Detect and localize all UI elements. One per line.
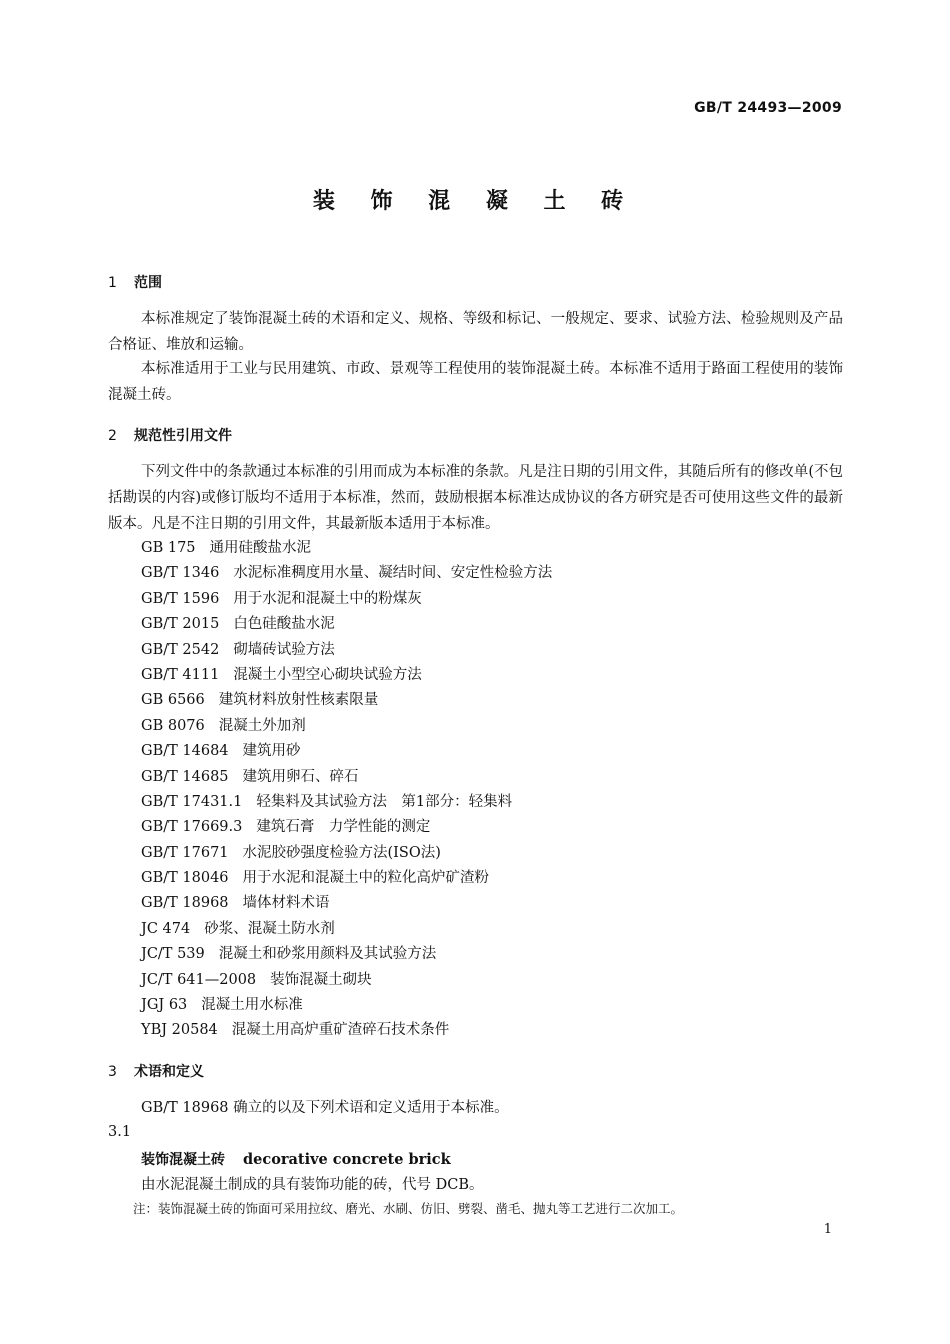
reference-title: 白色硅酸盐水泥 [233, 616, 335, 633]
reference-item [141, 841, 552, 866]
reference-item [141, 815, 552, 840]
section-3-title: 术语和定义 [134, 1064, 204, 1080]
reference-item [141, 587, 552, 612]
reference-title: 用于水泥和混凝土中的粉煤灰 [233, 590, 422, 607]
reference-item [141, 688, 552, 713]
section-2-paragraph: 下列文件中的条款通过本标准的引用而成为本标准的条款。凡是注日期的引用文件，其随后所有的修改单(不包括勘误的内容)或修订版均不适用于本标准，然而，鼓励根据本标准达成协议的各方研究是否可使用这些文件的最新版本。凡是不注日期的引用文件，其最新版本适用于本标准。 [108, 464, 843, 532]
reference-title: 装饰混凝土砌块 [270, 971, 372, 988]
reference-code: GB/T 14684 [141, 743, 229, 760]
reference-title: 混凝土和砂浆用颜料及其试验方法 [218, 946, 437, 963]
section-1-number: 1 [108, 275, 117, 291]
reference-code: GB 8076 [141, 717, 205, 734]
reference-item [141, 968, 552, 993]
section-2-title: 规范性引用文件 [134, 428, 232, 444]
reference-title: 建筑用砂 [242, 743, 301, 760]
reference-item [141, 866, 552, 891]
section-3-number: 3 [108, 1064, 117, 1080]
reference-item [141, 536, 552, 561]
reference-item [141, 663, 552, 688]
reference-item [141, 612, 552, 637]
section-3-intro: GB/T 18968 确立的以及下列术语和定义适用于本标准。 [141, 1100, 509, 1116]
reference-code: GB/T 4111 [141, 666, 220, 683]
term-definition: 由水泥混凝土制成的具有装饰功能的砖，代号 DCB。 [141, 1177, 484, 1193]
reference-code: GB/T 1596 [141, 590, 220, 607]
reference-item [141, 765, 552, 790]
reference-code: GB/T 2015 [141, 616, 220, 633]
section-1-paragraph-1: 本标准规定了装饰混凝土砖的术语和定义、规格、等级和标记、一般规定、要求、试验方法、检验规则及产品合格证、堆放和运输。 [108, 311, 843, 353]
reference-title: 混凝土外加剂 [218, 717, 306, 734]
reference-code: GB/T 18046 [141, 870, 229, 887]
term-note: 注：装饰混凝土砖的饰面可采用拉纹、磨光、水刷、仿旧、劈裂、凿毛、抛丸等工艺进行二次加工。 [133, 1201, 684, 1216]
reference-item [141, 917, 552, 942]
reference-code: JGJ 63 [141, 997, 188, 1014]
reference-item [141, 1018, 552, 1043]
reference-code: GB/T 17669.3 [141, 819, 243, 836]
reference-code: GB/T 2542 [141, 641, 220, 658]
reference-item [141, 790, 552, 815]
reference-title: 混凝土小型空心砌块试验方法 [233, 666, 422, 683]
reference-code: GB/T 14685 [141, 768, 229, 785]
term-chinese: 装饰混凝土砖 [141, 1152, 225, 1168]
section-1-paragraph-2: 本标准适用于工业与民用建筑、市政、景观等工程使用的装饰混凝土砖。本标准不适用于路面工程使用的装饰混凝土砖。 [108, 361, 843, 403]
reference-code: YBJ 20584 [141, 1022, 218, 1039]
reference-item [141, 714, 552, 739]
page-number: 1 [823, 1222, 832, 1237]
reference-item [141, 739, 552, 764]
reference-title: 水泥标准稠度用水量、凝结时间、安定性检验方法 [233, 565, 553, 582]
reference-item [141, 891, 552, 916]
section-3-heading [108, 1061, 204, 1081]
reference-title: 混凝土用水标准 [201, 997, 303, 1014]
term-english: decorative concrete brick [243, 1151, 451, 1168]
standard-code: GB/T 24493—2009 [694, 100, 842, 116]
reference-item [141, 942, 552, 967]
reference-title: 建筑用卵石、碎石 [242, 768, 359, 785]
reference-title: 水泥胶砂强度检验方法(ISO法) [242, 844, 441, 861]
reference-title: 用于水泥和混凝土中的粒化高炉矿渣粉 [242, 870, 490, 887]
reference-item [141, 561, 552, 586]
reference-title: 混凝土用高炉重矿渣碎石技术条件 [231, 1022, 450, 1039]
reference-title: 通用硅酸盐水泥 [209, 540, 312, 556]
section-1-title: 范围 [134, 275, 162, 291]
reference-code: JC/T 539 [141, 946, 205, 963]
reference-title: 砂浆、混凝土防水剂 [204, 920, 335, 937]
reference-code: GB/T 1346 [141, 565, 220, 582]
reference-title: 轻集料及其试验方法 第1部分：轻集料 [256, 793, 513, 810]
reference-code: GB 175 [141, 540, 196, 556]
reference-title: 砌墙砖试验方法 [233, 641, 335, 658]
reference-code: GB/T 18968 [141, 895, 229, 912]
reference-list [141, 536, 552, 1044]
reference-title: 建筑石膏 力学性能的测定 [256, 819, 431, 836]
reference-item [141, 638, 552, 663]
reference-code: JC 474 [141, 920, 191, 937]
document-title: 装 饰 混 凝 土 砖 [312, 189, 638, 214]
reference-code: GB/T 17671 [141, 844, 229, 861]
section-1-heading [108, 272, 162, 292]
reference-item [141, 993, 552, 1018]
reference-title: 墙体材料术语 [242, 895, 330, 912]
section-2-number: 2 [108, 428, 117, 444]
reference-code: GB 6566 [141, 692, 205, 709]
reference-code: GB/T 17431.1 [141, 793, 243, 810]
term-number: 3.1 [108, 1124, 132, 1140]
section-2-heading [108, 425, 232, 445]
reference-title: 建筑材料放射性核素限量 [218, 692, 379, 709]
reference-code: JC/T 641—2008 [141, 971, 257, 988]
term-heading [141, 1149, 451, 1169]
